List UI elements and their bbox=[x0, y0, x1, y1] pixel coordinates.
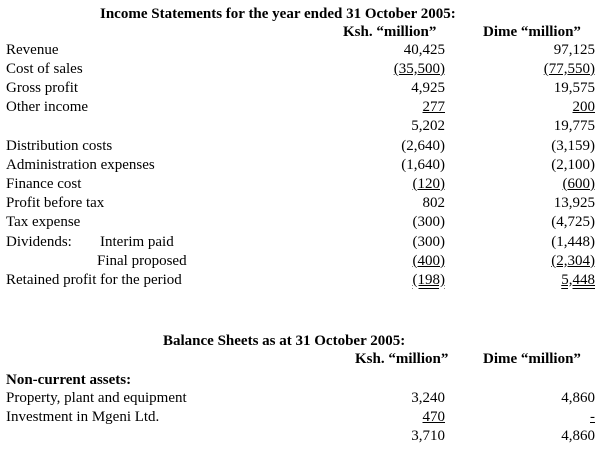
row-label-revenue: Revenue bbox=[6, 42, 59, 58]
dime-interim-paid: (1,448) bbox=[551, 234, 595, 250]
dime-subtotal: 19,775 bbox=[553, 118, 595, 134]
ksh-investment: 470 bbox=[422, 409, 445, 425]
row-label-distribution-costs: Distribution costs bbox=[6, 138, 113, 154]
dime-non-current-total: 4,860 bbox=[561, 428, 595, 444]
ksh-distribution-costs: (2,640) bbox=[401, 138, 445, 154]
ksh-revenue: 40,425 bbox=[403, 42, 445, 58]
section-non-current-assets: Non-current assets: bbox=[6, 372, 132, 388]
balance-col1-header: Ksh. “million” bbox=[355, 351, 449, 367]
ksh-other-income: 277 bbox=[422, 99, 445, 115]
row-label-finance-cost: Finance cost bbox=[6, 176, 82, 192]
dime-ppe: 4,860 bbox=[561, 390, 595, 406]
dime-administration-expenses: (2,100) bbox=[551, 157, 595, 173]
row-label-ppe: Property, plant and equipment bbox=[6, 390, 187, 406]
balance-col2-header: Dime “million” bbox=[483, 351, 581, 367]
ksh-subtotal: 5,202 bbox=[411, 118, 445, 134]
dime-final-proposed: (2,304) bbox=[551, 253, 595, 269]
ksh-finance-cost: (120) bbox=[412, 176, 445, 192]
ksh-tax-expense: (300) bbox=[412, 214, 445, 230]
dime-gross-profit: 19,575 bbox=[553, 80, 595, 96]
row-label-final-proposed: Final proposed bbox=[97, 253, 187, 269]
dime-profit-before-tax: 13,925 bbox=[553, 195, 595, 211]
ksh-administration-expenses: (1,640) bbox=[401, 157, 445, 173]
row-label-tax-expense: Tax expense bbox=[6, 214, 81, 230]
ksh-cost-of-sales: (35,500) bbox=[393, 61, 445, 77]
income-col1-header: Ksh. “million” bbox=[343, 24, 437, 40]
income-title: Income Statements for the year ended 31 October 2005: bbox=[100, 6, 456, 22]
row-label-investment: Investment in Mgeni Ltd. bbox=[6, 409, 160, 425]
row-label-cost-of-sales: Cost of sales bbox=[6, 61, 83, 77]
ksh-retained-profit: (198) bbox=[412, 272, 445, 288]
row-label-gross-profit: Gross profit bbox=[6, 80, 79, 96]
dime-distribution-costs: (3,159) bbox=[551, 138, 595, 154]
row-sublabel-interim-paid: Interim paid bbox=[100, 234, 174, 250]
ksh-interim-paid: (300) bbox=[412, 234, 445, 250]
dime-revenue: 97,125 bbox=[553, 42, 595, 58]
row-label-dividends: Dividends: bbox=[6, 234, 72, 250]
dime-investment: - bbox=[590, 409, 595, 425]
dime-cost-of-sales: (77,550) bbox=[543, 61, 595, 77]
dime-tax-expense: (4,725) bbox=[551, 214, 595, 230]
dime-other-income: 200 bbox=[572, 99, 595, 115]
row-label-administration-expenses: Administration expenses bbox=[6, 157, 155, 173]
row-label-retained-profit: Retained profit for the period bbox=[6, 272, 182, 288]
ksh-non-current-total: 3,710 bbox=[411, 428, 445, 444]
dime-retained-profit: 5,448 bbox=[561, 272, 595, 288]
dime-finance-cost: (600) bbox=[562, 176, 595, 192]
ksh-profit-before-tax: 802 bbox=[422, 195, 445, 211]
balance-title: Balance Sheets as at 31 October 2005: bbox=[163, 333, 406, 349]
ksh-gross-profit: 4,925 bbox=[411, 80, 445, 96]
row-label-other-income: Other income bbox=[6, 99, 89, 115]
income-col2-header: Dime “million” bbox=[483, 24, 581, 40]
row-label-profit-before-tax: Profit before tax bbox=[6, 195, 105, 211]
ksh-ppe: 3,240 bbox=[411, 390, 445, 406]
ksh-final-proposed: (400) bbox=[412, 253, 445, 269]
